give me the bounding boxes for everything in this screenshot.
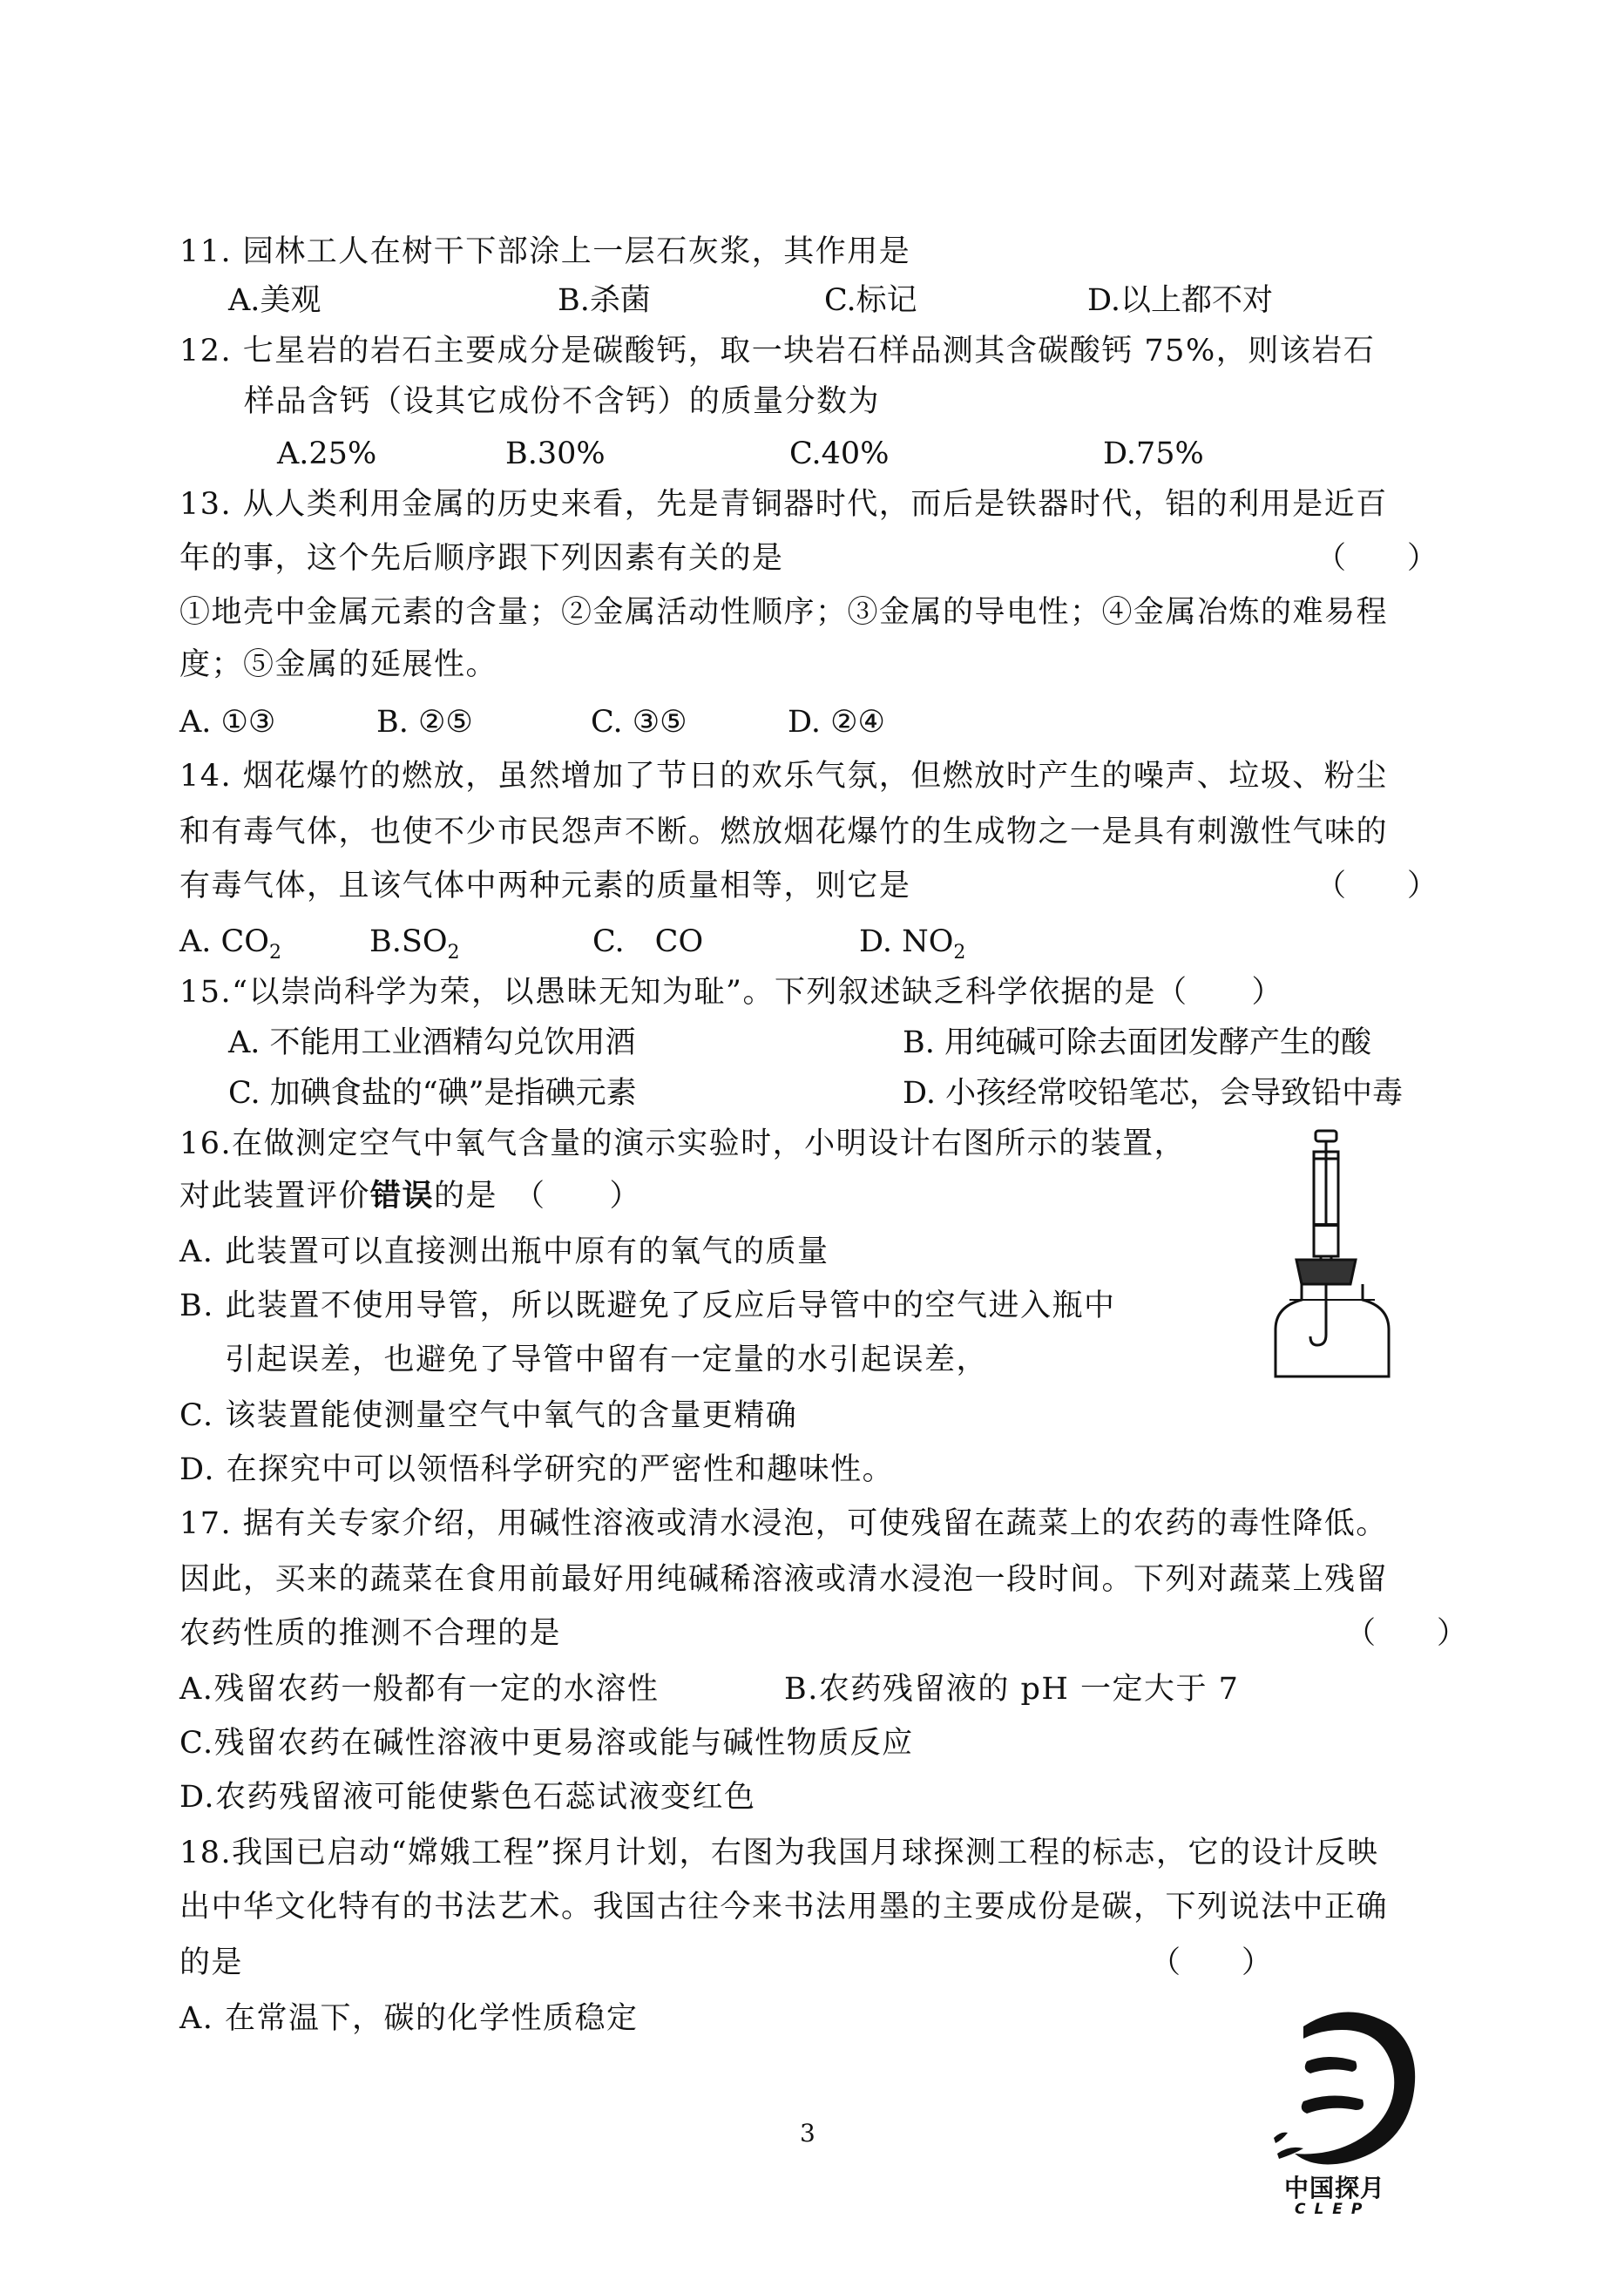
q17-option-a: A.残留农药一般都有一定的水溶性 xyxy=(179,1672,660,1707)
page-number: 3 xyxy=(800,2119,815,2148)
q18-stem-line3: 的是 xyxy=(179,1945,244,1980)
q11-option-c: C.标记 xyxy=(824,283,917,318)
q12-option-c: C.40% xyxy=(789,436,890,471)
q16-stem-line1: 16.在做测定空气中氧气含量的演示实验时，小明设计右图所示的装置， xyxy=(179,1126,1187,1161)
q14-stem-line3: 有毒气体，且该气体中两种元素的质量相等，则它是 xyxy=(179,869,911,903)
q15-option-b: B. 用纯碱可除去面团发酵产生的酸 xyxy=(903,1025,1371,1060)
q11-option-b: B.杀菌 xyxy=(558,283,651,318)
q11-option-a: A.美观 xyxy=(228,283,321,318)
q17-option-d: D.农药残留液可能使紫色石蕊试液变红色 xyxy=(179,1780,756,1815)
q12-stem-line2: 样品含钙（设其它成份不含钙）的质量分数为 xyxy=(244,384,881,419)
q13-option-b: B. ②⑤ xyxy=(376,705,473,740)
q14-option-a: A. $CO_2$ xyxy=(179,924,282,964)
q13-option-a: A. ①③ xyxy=(179,705,276,740)
q16-option-a: A. 此装置可以直接测出瓶中原有的氧气的质量 xyxy=(179,1234,829,1269)
q17-option-b: B.农药残留液的 pH 一定大于 7 xyxy=(784,1672,1240,1707)
q17-stem-line3: 农药性质的推测不合理的是 xyxy=(179,1616,562,1651)
q14-stem-line2: 和有毒气体，也使不少市民怨声不断。燃放烟花爆竹的生成物之一是具有刺激性气味的 xyxy=(179,815,1389,849)
q18-answer-blank: （ ） xyxy=(1150,1945,1273,1980)
q14-option-c: C. CO xyxy=(592,924,704,959)
q15-option-d: D. 小孩经常咬铅笔芯，会导致铅中毒 xyxy=(903,1076,1404,1111)
q14-answer-blank: （ ） xyxy=(1316,869,1438,903)
q16-option-b-line2: 引起误差，也避免了导管中留有一定量的水引起误差， xyxy=(225,1343,989,1377)
q13-option-c: C. ③⑤ xyxy=(591,705,687,740)
q18-stem-line2: 出中华文化特有的书法艺术。我国古往今来书法用墨的主要成份是碳，下列说法中正确 xyxy=(179,1890,1389,1924)
q13-stem-line4: 度；⑤金属的延展性。 xyxy=(179,647,498,682)
q11-option-d: D.以上都不对 xyxy=(1087,283,1273,318)
clep-logo-chinese-text: 中国探月 xyxy=(1284,2174,1386,2202)
q12-stem-line1: 12. 七星岩的岩石主要成分是碳酸钙，取一块岩石样品测其含碳酸钙 75%，则该岩石 xyxy=(179,334,1376,369)
q16-option-c: C. 该装置能使测量空气中氧气的含量更精确 xyxy=(179,1398,798,1433)
q16-option-d: D. 在探究中可以领悟科学研究的严密性和趣味性。 xyxy=(179,1452,895,1487)
q15-option-a: A. 不能用工业酒精勾兑饮用酒 xyxy=(228,1025,636,1060)
q16-stem-line2: 对此装置评价错误的是 （ ） xyxy=(179,1178,642,1214)
q17-answer-blank: （ ） xyxy=(1345,1616,1468,1651)
q12-option-a: A.25% xyxy=(277,436,377,471)
q13-stem-line2: 年的事，这个先后顺序跟下列因素有关的是 xyxy=(179,541,784,576)
q13-stem-line1: 13. 从人类利用金属的历史来看，先是青铜器时代，而后是铁器时代，铝的利用是近百 xyxy=(179,487,1388,522)
q13-stem-line3: ①地壳中金属元素的含量；②金属活动性顺序；③金属的导电性；④金属冶炼的难易程 xyxy=(179,595,1389,630)
q16-option-b-line1: B. 此装置不使用导管，所以既避免了反应后导管中的空气进入瓶中 xyxy=(179,1289,1116,1323)
q15-option-c: C. 加碘食盐的“碘”是指碘元素 xyxy=(228,1076,637,1111)
q18-stem-line1: 18.我国已启动“嫦娥工程”探月计划，右图为我国月球探测工程的标志，它的设计反映 xyxy=(179,1836,1379,1870)
q11-stem: 11. 园林工人在树干下部涂上一层石灰浆，其作用是 xyxy=(179,234,911,269)
q12-option-b: B.30% xyxy=(505,436,606,471)
q12-option-d: D.75% xyxy=(1103,436,1204,471)
q14-option-b: $B.SO_2$ xyxy=(369,924,460,964)
clep-logo-icon xyxy=(1269,2000,1425,2175)
q13-answer-blank: （ ） xyxy=(1316,541,1438,576)
q18-option-a: A. 在常温下，碳的化学性质稳定 xyxy=(179,2001,639,2036)
q14-option-d: D. $NO_2$ xyxy=(859,924,966,964)
q13-option-d: D. ②④ xyxy=(788,705,885,740)
q15-stem: 15.“以崇尚科学为荣，以愚昧无知为耻”。下列叙述缺乏科学依据的是（ ） xyxy=(179,975,1283,1010)
q14-stem-line1: 14. 烟花爆竹的燃放，虽然增加了节日的欢乐气氛，但燃放时产生的噪声、垃圾、粉尘 xyxy=(179,759,1388,794)
q17-stem-line2: 因此，买来的蔬菜在食用前最好用纯碱稀溶液或清水浸泡一段时间。下列对蔬菜上残留 xyxy=(179,1562,1389,1597)
clep-logo-english-text: CLEP xyxy=(1295,2201,1371,2218)
q17-option-c: C.残留农药在碱性溶液中更易溶或能与碱性物质反应 xyxy=(179,1726,914,1761)
q16-emphasis-word: 错误 xyxy=(370,1178,435,1214)
apparatus-figure xyxy=(1272,1129,1394,1382)
q17-stem-line1: 17. 据有关专家介绍，用碱性溶液或清水浸泡，可使残留在蔬菜上的农药的毒性降低。 xyxy=(179,1506,1388,1541)
